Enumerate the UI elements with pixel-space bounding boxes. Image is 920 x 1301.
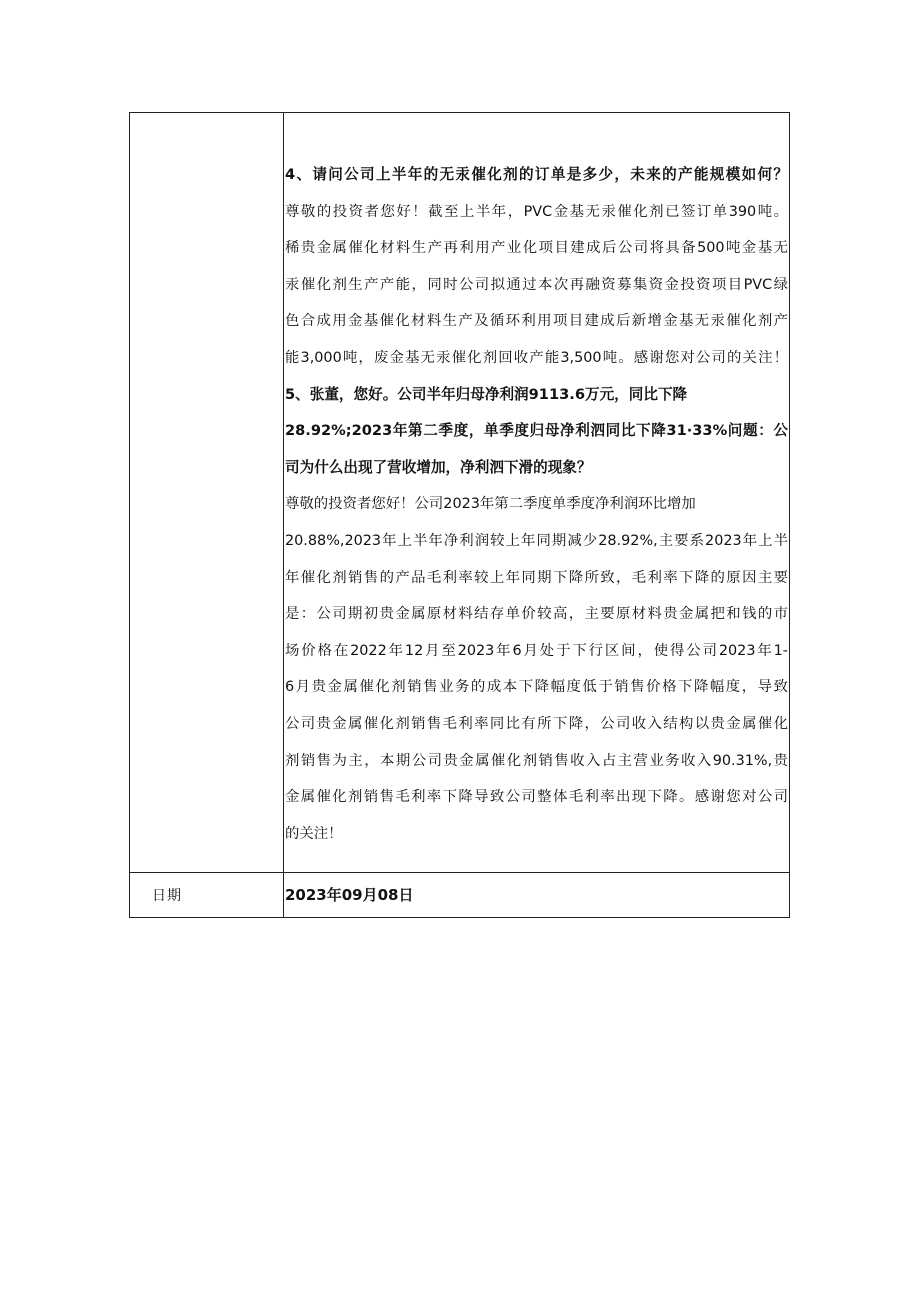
answer-text-line: 金属催化剂销售毛利率下降导致公司整体毛利率出现下降。感谢您对公司	[285, 789, 788, 806]
answer-text-line: 色合成用金基催化材料生产及循环利用项目建成后新增金基无汞催化剂产	[285, 313, 788, 330]
answer-text-line: 剂销售为主，本期公司贵金属催化剂销售收入占主营业务收入90.31%,贵	[285, 752, 788, 769]
answer-text-line: 6月贵金属催化剂销售业务的成本下降幅度低于销售价格下降幅度，导致	[285, 679, 788, 696]
answer-text-line: 能3,000吨，废金基无汞催化剂回收产能3,500吨。感谢您对公司的关注！	[285, 349, 788, 366]
answer-text-line: 场价格在2022年12月至2023年6月处于下行区间，使得公司2023年1-	[285, 642, 788, 659]
question-text-line: 28.92%;2023年第二季度，单季度归母净利泗同比下降31·33%问题：公	[285, 422, 788, 440]
answer-text-line: 公司贵金属催化剂销售毛利率同比有所下降，公司收入结构以贵金属催化	[285, 715, 788, 732]
date-label-cell	[130, 873, 284, 917]
qa-table	[129, 112, 790, 918]
answer-text-line: 稀贵金属催化材料生产再利用产业化项目建成后公司将具备500吨金基无	[285, 240, 788, 257]
answer-text-line: 尊敬的投资者您好！公司2023年第二季度单季度净利润环比增加	[285, 496, 696, 513]
question-text-line: 司为什么出现了营收增加，净利泗下滑的现象？	[285, 458, 592, 476]
question-text-line: 4、请问公司上半年的无汞催化剂的订单是多少，未来的产能规模如何？	[285, 166, 788, 183]
question-text-line: 5、张董，您好。公司半年归母净利润9113.6万元，同比下降	[285, 385, 688, 403]
answer-text-line: 尊敬的投资者您好！截至上半年，PVC金基无汞催化剂已签订单390吨。	[285, 203, 788, 220]
answer-content	[285, 157, 788, 852]
date-label: 日期	[152, 888, 182, 904]
date-value: 2023年09月08日	[285, 886, 414, 904]
label-cell	[130, 113, 284, 872]
answer-text-line: 年催化剂销售的产品毛利率较上年同期下降所致，毛利率下降的原因主要	[285, 569, 788, 586]
answer-text-line: 的关注！	[285, 825, 343, 842]
answer-text-line: 20.88%,2023年上半年净利润较上年同期减少28.92%,主要系2023年上半	[285, 532, 788, 549]
answer-text-line: 汞催化剂生产产能，同时公司拟通过本次再融资募集资金投资项目PVC绿	[285, 276, 788, 293]
answer-text-line: 是：公司期初贵金属原材料结存单价较高，主要原材料贵金属把和钱的市	[285, 606, 788, 623]
